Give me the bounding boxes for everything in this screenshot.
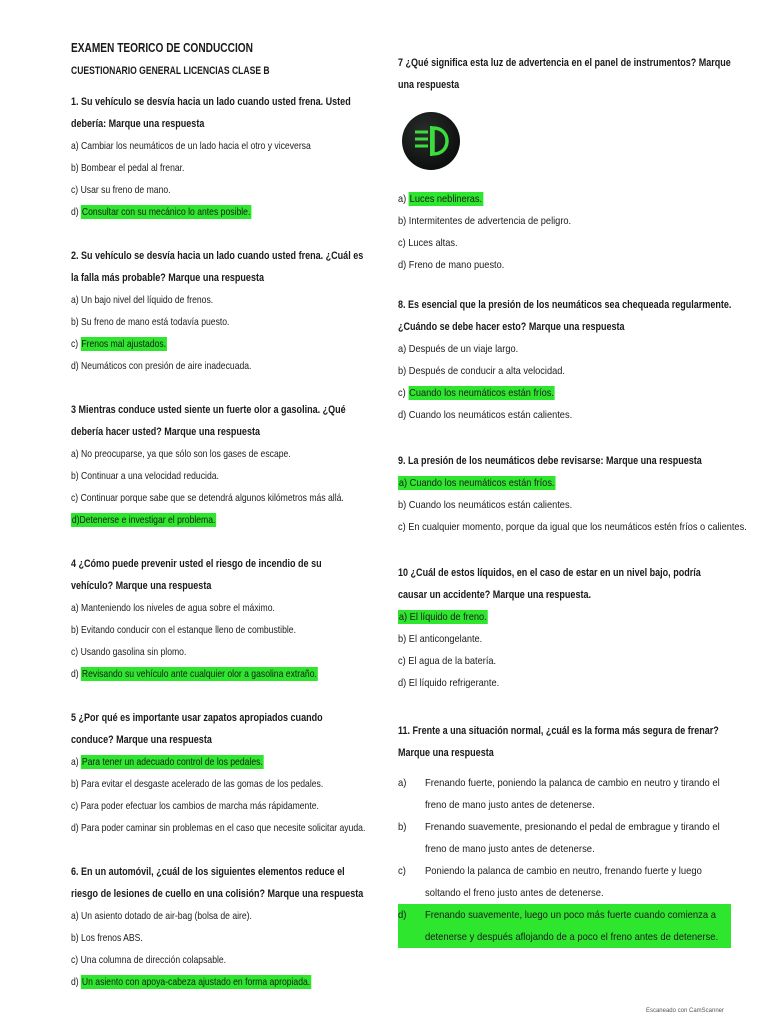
question-text: 11. Frente a una situación normal, ¿cuál es la forma más segura de frenar? Marque una respuesta: [398, 725, 719, 759]
question-text: 10 ¿Cuál de estos líquidos, en el caso de estar en un nivel bajo, podría causar un accidente? Marque una respuesta.: [398, 567, 701, 601]
option-label: No preocuparse, ya que sólo son los gases de escape.: [81, 448, 291, 460]
option-label: El líquido refrigerante.: [408, 677, 500, 689]
option-letter: c): [71, 492, 81, 504]
question-text: 8. Es esencial que la presión de los neumáticos sea chequeada regularmente. ¿Cuándo se debe hacer esto? Marque una respuesta: [398, 299, 732, 333]
option-label: Para evitar el desgaste acelerado de las gomas de los pedales.: [81, 778, 324, 790]
answer-option[interactable]: [398, 628, 702, 650]
option-label: Freno de mano puesto.: [408, 259, 505, 271]
answer-option[interactable]: [398, 404, 702, 426]
answer-option[interactable]: [398, 188, 702, 210]
answer-option[interactable]: [398, 360, 702, 382]
correct-answer-highlight: a) El líquido de freno.: [398, 611, 487, 623]
question-text: 2. Su vehículo se desvía hacia un lado cuando usted frena. ¿Cuál es la falla más probable? Marque una respuesta: [71, 250, 364, 284]
option-letter: b): [398, 365, 409, 377]
option-letter: d): [71, 206, 82, 218]
option-letter: a): [71, 756, 82, 768]
correct-answer-highlight: d)Detenerse e investigar el problema.: [71, 514, 216, 526]
option-letter: b): [71, 316, 82, 328]
option-label: Neumáticos con presión de aire inadecuada.: [81, 360, 252, 372]
question-4: [398, 562, 743, 694]
answer-option[interactable]: [398, 494, 702, 516]
option-label: Después de conducir a alta velocidad.: [408, 365, 565, 377]
option-label: Cuando los neumáticos están calientes.: [408, 499, 573, 511]
page-subtitle: CUESTIONARIO GENERAL LICENCIAS CLASE B: [71, 65, 270, 77]
option-label: Manteniendo los niveles de agua sobre el máximo.: [81, 602, 275, 614]
question-6: [71, 861, 366, 993]
option-label: Intermitentes de advertencia de peligro.: [408, 215, 572, 227]
left-column: [71, 40, 366, 1015]
left-question-list: [71, 91, 366, 993]
option-label: En cualquier momento, porque da igual que los neumáticos estén fríos o calientes.: [408, 521, 747, 533]
option-letter: a): [71, 140, 82, 152]
question-3: [398, 450, 747, 538]
option-letter: a): [71, 602, 82, 614]
option-letter: d): [398, 409, 409, 421]
option-letter: a): [398, 777, 407, 789]
answer-option[interactable]: [398, 516, 747, 538]
correct-answer-highlight[interactable]: [398, 904, 731, 948]
option-letter: c): [398, 237, 409, 249]
answer-option[interactable]: [398, 606, 702, 628]
question-4: [71, 553, 366, 685]
answer-option[interactable]: [398, 232, 702, 254]
question-2: [71, 245, 366, 377]
option-label: Cuando los neumáticos están calientes.: [408, 409, 573, 421]
option-label: El anticongelante.: [408, 633, 483, 645]
correct-answer-highlight: a) Cuando los neumáticos están fríos.: [398, 477, 555, 489]
option-letter: c): [71, 800, 81, 812]
answer-option[interactable]: [71, 355, 313, 377]
question-2: [398, 294, 743, 426]
option-label: Después de un viaje largo.: [408, 343, 519, 355]
question-3: [71, 399, 366, 531]
option-label: Frenando suavemente, luego un poco más fuerte cuando comienza a detenerse y después aflojando de a poco el freno antes de detenerse.: [425, 909, 719, 943]
question-text: 6. En un automóvil, ¿cuál de los siguientes elementos reduce el riesgo de lesiones de cuello en una colisión? Marque una respuesta: [71, 866, 364, 900]
answer-option[interactable]: [71, 135, 313, 157]
answer-option[interactable]: [398, 254, 702, 276]
answer-option[interactable]: [71, 311, 313, 333]
option-letter: d): [398, 909, 407, 921]
option-label: Usando gasolina sin plomo.: [80, 646, 187, 658]
option-letter: c): [398, 655, 409, 667]
right-question-list: [398, 52, 747, 694]
option-label: Poniendo la palanca de cambio en neutro, frenando fuerte y luego soltando el freno justo antes de detenerse.: [425, 865, 702, 899]
option-letter: c): [398, 387, 409, 399]
option-letter: d): [71, 668, 82, 680]
answer-option[interactable]: [398, 816, 731, 860]
option-letter: c): [71, 646, 81, 658]
answer-option[interactable]: [71, 201, 313, 223]
answer-option[interactable]: [398, 382, 702, 404]
answer-option[interactable]: [71, 157, 313, 179]
answer-option[interactable]: [71, 795, 319, 817]
answer-option[interactable]: [398, 210, 702, 232]
answer-option[interactable]: [71, 905, 313, 927]
answer-option[interactable]: [71, 443, 313, 465]
option-label: Evitando conducir con el estanque lleno de combustible.: [81, 624, 296, 636]
correct-answer-highlight: Un asiento con apoya-cabeza ajustado en forma apropiada.: [81, 976, 311, 988]
answer-option[interactable]: [71, 619, 313, 641]
answer-option[interactable]: [71, 179, 313, 201]
correct-answer-highlight: Frenos mal ajustados.: [81, 338, 167, 350]
option-letter: d): [71, 976, 82, 988]
question-text: 7 ¿Qué significa esta luz de advertencia en el panel de instrumentos? Marque una respuesta: [398, 57, 731, 91]
right-column: [398, 52, 747, 976]
answer-option[interactable]: [398, 860, 731, 904]
option-label: El agua de la batería.: [408, 655, 497, 667]
question-text: 4 ¿Cómo puede prevenir usted el riesgo de incendio de su vehículo? Marque una respuesta: [71, 558, 322, 592]
option-letter: a): [398, 343, 409, 355]
question-text: 1. Su vehículo se desvía hacia un lado cuando usted frena. Usted debería: Marque una respuesta: [71, 96, 351, 130]
option-label: Para poder efectuar los cambios de marcha más rápidamente.: [80, 800, 319, 812]
option-letter: b): [71, 778, 82, 790]
correct-answer-highlight: Cuando los neumáticos están fríos.: [409, 387, 554, 399]
option-letter: c): [398, 865, 406, 877]
answer-option[interactable]: [71, 971, 313, 993]
answer-option[interactable]: [71, 817, 366, 839]
option-letter: a): [71, 448, 82, 460]
option-label: Una columna de dirección colapsable.: [80, 954, 227, 966]
option-label: Bombear el pedal al frenar.: [81, 162, 185, 174]
option-label: Continuar porque sabe que se detendrá algunos kilómetros más allá.: [80, 492, 344, 504]
option-letter: d): [398, 677, 409, 689]
option-letter: a): [71, 294, 82, 306]
question-text: 3 Mientras conduce usted siente un fuerte olor a gasolina. ¿Qué debería hacer usted? Marque una respuesta: [71, 404, 346, 438]
option-letter: c): [71, 338, 81, 350]
question-11: [398, 720, 743, 948]
option-label: Usar su freno de mano.: [80, 184, 171, 196]
option-label: Los frenos ABS.: [81, 932, 143, 944]
option-letter: a): [71, 910, 82, 922]
question-text: 9. La presión de los neumáticos debe revisarse: Marque una respuesta: [398, 455, 702, 467]
question-1: [71, 91, 366, 223]
answer-option[interactable]: [71, 487, 344, 509]
option-label: Para poder caminar sin problemas en el caso que necesite solicitar ayuda.: [81, 822, 366, 834]
option-letter: a): [398, 193, 409, 205]
correct-answer-highlight: Consultar con su mecánico lo antes posible.: [81, 206, 251, 218]
option-letter: b): [71, 162, 82, 174]
option-letter: b): [398, 633, 409, 645]
answer-option[interactable]: [71, 465, 313, 487]
fog-light-warning-icon: [402, 112, 460, 170]
option-letter: c): [71, 184, 81, 196]
answer-option[interactable]: [71, 773, 324, 795]
option-letter: b): [398, 499, 409, 511]
answer-option[interactable]: [398, 672, 702, 694]
answer-option[interactable]: [71, 751, 313, 773]
answer-option[interactable]: [71, 333, 313, 355]
answer-option[interactable]: [398, 650, 702, 672]
correct-answer-highlight: Para tener un adecuado control de los pedales.: [81, 756, 263, 768]
correct-answer-highlight: Luces neblineras.: [409, 193, 483, 205]
answer-option[interactable]: [71, 641, 313, 663]
answer-option[interactable]: [398, 772, 731, 816]
page-title: EXAMEN TEORICO DE CONDUCCION: [71, 40, 253, 55]
answer-option[interactable]: [71, 597, 313, 619]
answer-option[interactable]: [71, 949, 313, 971]
option-letter: d): [398, 259, 409, 271]
option-label: Un bajo nivel del líquido de frenos.: [81, 294, 214, 306]
answer-option[interactable]: [71, 509, 313, 531]
option-letter: c): [71, 954, 81, 966]
option-letter: b): [71, 470, 82, 482]
question-text: 5 ¿Por qué es importante usar zapatos apropiados cuando conduce? Marque una respuesta: [71, 712, 323, 746]
option-label: Su freno de mano está todavía puesto.: [81, 316, 230, 328]
option-label: Luces altas.: [408, 237, 458, 249]
option-letter: d): [71, 822, 82, 834]
option-letter: c): [398, 521, 409, 533]
option-letter: b): [71, 932, 82, 944]
question-11-options: [398, 772, 731, 948]
scanner-watermark: Escaneado con CamScanner: [645, 1008, 724, 1014]
answer-option[interactable]: [71, 663, 317, 685]
option-letter: b): [71, 624, 82, 636]
answer-option[interactable]: [71, 289, 313, 311]
question-1: [398, 52, 743, 276]
option-label: Continuar a una velocidad reducida.: [81, 470, 219, 482]
question-5: [71, 707, 366, 839]
option-label: Cambiar los neumáticos de un lado hacia el otro y viceversa: [81, 140, 311, 152]
option-label: Un asiento dotado de air-bag (bolsa de aire).: [81, 910, 252, 922]
option-letter: b): [398, 215, 409, 227]
option-label: Frenando fuerte, poniendo la palanca de cambio en neutro y tirando el freno de mano justo antes de detenerse.: [425, 777, 720, 811]
option-letter: b): [398, 821, 407, 833]
correct-answer-highlight: Revisando su vehículo ante cualquier olor a gasolina extraño.: [81, 668, 317, 680]
answer-option[interactable]: [398, 338, 702, 360]
answer-option[interactable]: [71, 927, 313, 949]
option-label: Frenando suavemente, presionando el pedal de embrague y tirando el freno de mano justo antes de detenerse.: [425, 821, 720, 855]
answer-option[interactable]: [398, 472, 702, 494]
option-letter: d): [71, 360, 82, 372]
